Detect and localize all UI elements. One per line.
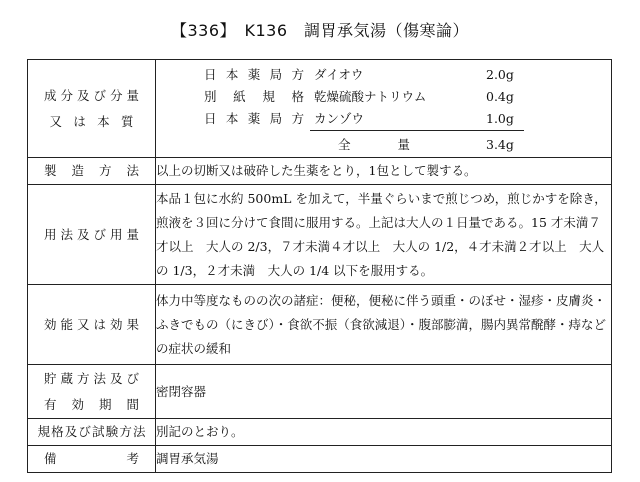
- remarks-label: [28, 446, 156, 473]
- ingredient-source: 日本薬局方: [204, 67, 304, 82]
- efficacy-label-text: 効能又は効果: [44, 316, 139, 332]
- remarks-label-text: 備考: [44, 451, 139, 466]
- composition-label-line2: 又は本質: [49, 113, 134, 129]
- testing-row: [28, 419, 612, 446]
- ingredient-name: カンゾウ: [314, 111, 365, 126]
- ingredient-row: [156, 64, 611, 86]
- storage-row: [28, 365, 612, 419]
- manufacturing-text: 以上の切断又は破砕した生薬をとり，1包として製する。: [156, 158, 612, 185]
- total-label: 全量: [338, 137, 410, 152]
- dosage-row: [28, 185, 612, 285]
- manufacturing-row: [28, 158, 612, 185]
- dosage-text: 本品１包に水約 500mL を加えて，半量ぐらいまで煎じつめ，煎じかすを除き，煎液を３回に分けて食間に服用する。上記は大人の１日量である。15 才未満７才以上 大人の 2/3，７才未満４才以上 大人の 1/2，４才未満２才以上 大人の 1/3，２才未満 大人の 1/4 以下を服用する。: [156, 185, 612, 285]
- efficacy-row: [28, 285, 612, 365]
- manufacturing-label-text: 製造方法: [44, 163, 139, 178]
- ingredient-amount: 1.0g: [486, 111, 514, 126]
- efficacy-text: 体力中等度なものの次の諸症：便秘，便秘に伴う頭重・のぼせ・湿疹・皮膚炎・ふきでもの（にきび）・食欲不振（食欲減退）・腹部膨満，腸内異常醗酵・痔などの症状の緩和: [156, 285, 612, 365]
- total-divider: [310, 130, 524, 131]
- total-amount: 3.4g: [486, 137, 514, 152]
- specification-table: [27, 59, 612, 473]
- ingredient-amount: 0.4g: [486, 89, 514, 104]
- composition-label: [28, 60, 156, 158]
- testing-text: 別記のとおり。: [156, 419, 612, 446]
- composition-label-line1: 成分及び分量: [44, 87, 139, 103]
- page-title: 【336】 K136 調胃承気湯（傷寒論）: [170, 21, 470, 40]
- dosage-label-text: 用法及び用量: [44, 226, 139, 242]
- manufacturing-label: [28, 158, 156, 185]
- storage-label-line1: 貯蔵方法及び: [44, 370, 139, 386]
- efficacy-label: [28, 285, 156, 365]
- ingredient-row: [156, 108, 611, 130]
- remarks-row: [28, 446, 612, 473]
- ingredient-source: 別紙規格: [204, 89, 304, 104]
- testing-label: [28, 419, 156, 446]
- storage-label-line2: 有効期間: [44, 396, 139, 412]
- storage-label: [28, 365, 156, 419]
- ingredient-source: 日本薬局方: [204, 111, 304, 126]
- dosage-label: [28, 185, 156, 285]
- composition-row: [28, 60, 612, 158]
- ingredient-name: 乾燥硫酸ナトリウム: [314, 89, 427, 104]
- remarks-text: 調胃承気湯: [156, 446, 612, 473]
- composition-content: [156, 60, 612, 158]
- ingredient-row: [156, 86, 611, 108]
- ingredient-amount: 2.0g: [486, 67, 514, 82]
- ingredient-name: ダイオウ: [314, 67, 364, 82]
- testing-label-text: 規格及び試験方法: [37, 424, 146, 439]
- storage-text: 密閉容器: [156, 365, 612, 419]
- total-row: [156, 134, 611, 156]
